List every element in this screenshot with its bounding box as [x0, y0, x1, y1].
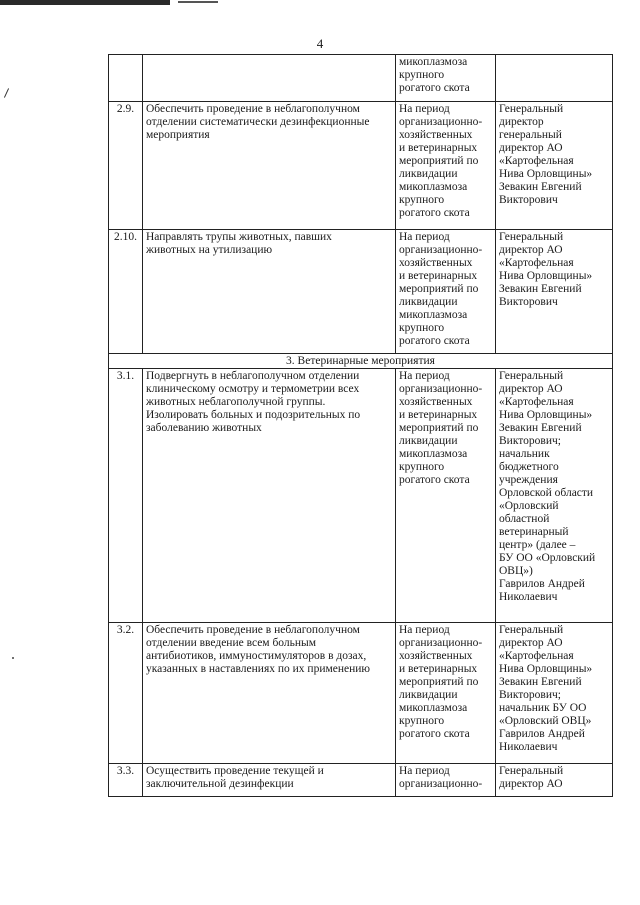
page-number: 4: [316, 36, 324, 51]
period-cell: На период организационно-: [396, 764, 496, 797]
row-number-cell: [109, 55, 143, 102]
row-number-cell: 3.2.: [109, 623, 143, 764]
scan-edge-mark-small: [178, 1, 218, 3]
scan-edge-mark: [0, 0, 170, 5]
responsible-cell: Генеральный директор АО: [496, 764, 613, 797]
measure-cell: [143, 55, 396, 102]
responsible-cell: Генеральный директор АО «Картофельная Нива Орловщины» Зевакин Евгений Викторович: [496, 230, 613, 354]
table-row-2-9: [109, 102, 613, 230]
responsible-cell: Генеральный директор АО «Картофельная Нива Орловщины» Зевакин Евгений Викторович; начальник БУ ОО «Орловский ОВЦ» Гаврилов Андрей Николаевич: [496, 623, 613, 764]
section-heading-row: [109, 354, 613, 369]
period-cell: На период организационно- хозяйственных и ветеринарных мероприятий по ликвидации микоплазмоза крупного рогатого скота: [396, 230, 496, 354]
row-number-cell: 2.10.: [109, 230, 143, 354]
period-cell: микоплазмоза крупного рогатого скота: [396, 55, 496, 102]
responsible-cell: Генеральный директор генеральный директор АО «Картофельная Нива Орловщины» Зевакин Евгений Викторович: [496, 102, 613, 230]
row-number-cell: 3.1.: [109, 369, 143, 623]
measure-cell: Осуществить проведение текущей и заключительной дезинфекции: [143, 764, 396, 797]
measure-cell: Направлять трупы животных, павших животных на утилизацию: [143, 230, 396, 354]
table-row-3-3: [109, 764, 613, 797]
responsible-cell: Генеральный директор АО «Картофельная Нива Орловщины» Зевакин Евгений Викторович; начальник бюджетного учреждения Орловской области «Орловский областной ветеринарный центр» (далее – БУ ОО «Орловский ОВЦ») Гаврилов Андрей Николаевич: [496, 369, 613, 623]
period-cell: На период организационно- хозяйственных и ветеринарных мероприятий по ликвидации микоплазмоза крупного рогатого скота: [396, 369, 496, 623]
measure-cell: Подвергнуть в неблагополучном отделении клиническому осмотру и термометрии всех животных неблагополучной группы. Изолировать больных и подозрительных по заболеванию животных: [143, 369, 396, 623]
table-row-3-1: [109, 369, 613, 623]
row-number-cell: 2.9.: [109, 102, 143, 230]
measure-cell: Обеспечить проведение в неблагополучном отделении введение всем больным антибиотиков, иммуностимуляторов в дозах, указанных в наставлениях по их применению: [143, 623, 396, 764]
row-number-cell: 3.3.: [109, 764, 143, 797]
measure-cell: Обеспечить проведение в неблагополучном отделении систематически дезинфекционные мероприятия: [143, 102, 396, 230]
table-row-continuation: [109, 55, 613, 102]
period-cell: На период организационно- хозяйственных и ветеринарных мероприятий по ликвидации микоплазмоза крупного рогатого скота: [396, 623, 496, 764]
responsible-cell: [496, 55, 613, 102]
table-row-2-10: [109, 230, 613, 354]
margin-speck: [12, 657, 14, 659]
period-cell: На период организационно- хозяйственных и ветеринарных мероприятий по ликвидации микоплазмоза крупного рогатого скота: [396, 102, 496, 230]
measures-table: [108, 54, 613, 797]
section-heading: 3. Ветеринарные мероприятия: [109, 354, 613, 369]
margin-pen-mark: [4, 88, 9, 97]
table-row-3-2: [109, 623, 613, 764]
